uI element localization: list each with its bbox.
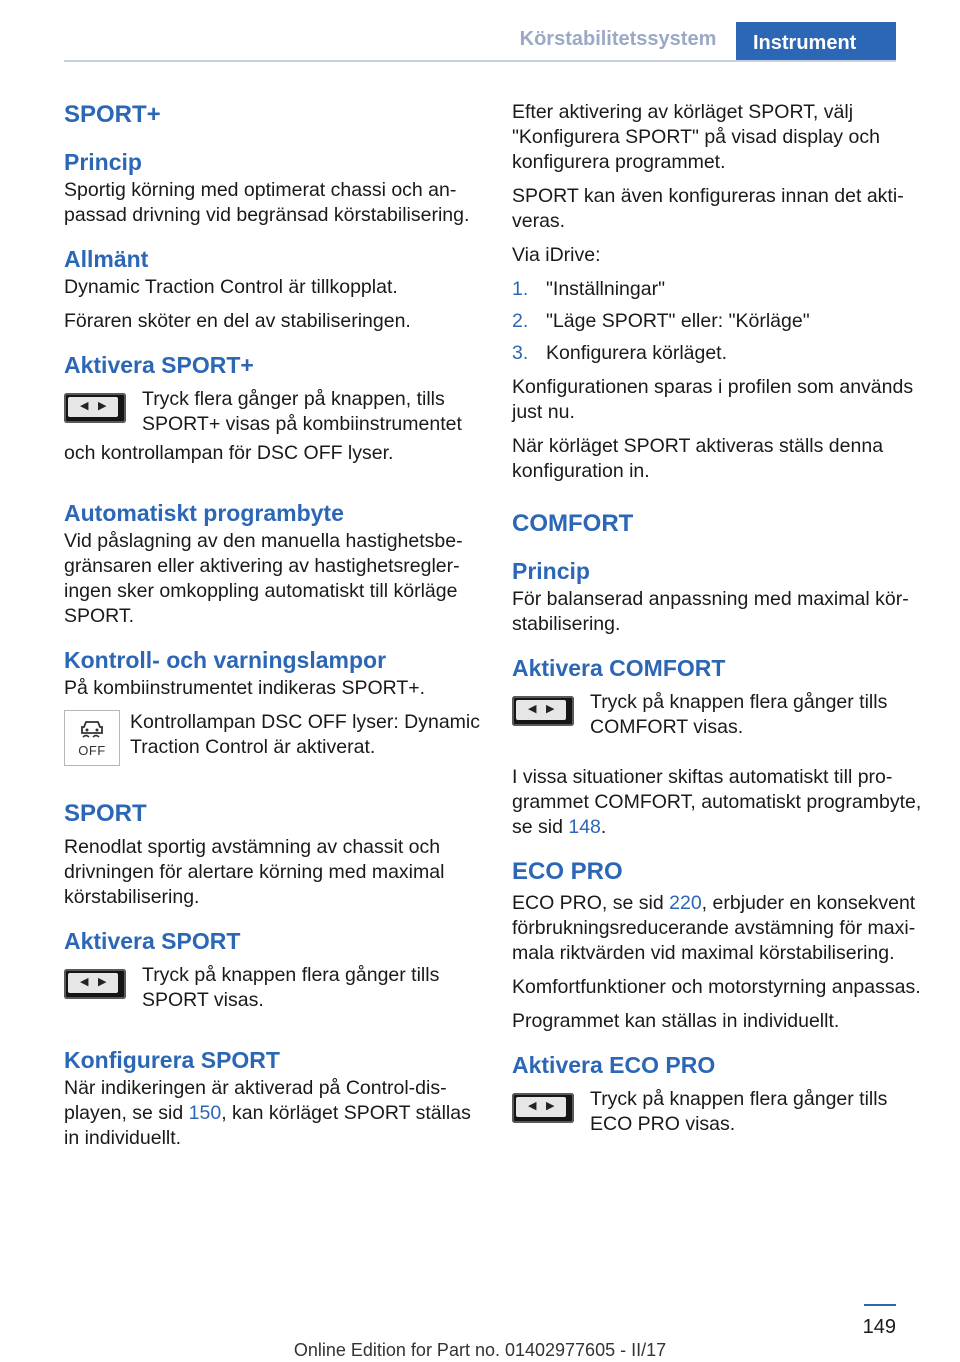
heading-aktivera-comfort: Aktivera COMFORT [512,655,726,681]
left-column [64,100,484,1160]
heading-allmant: Allmänt [64,246,149,272]
section-title-sport-plus: SPORT+ [64,101,161,128]
kontroll-text: På kombiinstrumentet indikeras SPORT+. [64,677,426,699]
page-link-220[interactable]: 220 [669,892,702,914]
page-link-148[interactable]: 148 [568,816,601,838]
aktivera-eco-pro-text: Tryck på knappen flera gånger tills ECO PRO visas. [590,1088,888,1135]
list-item: 1. "Inställningar" [512,278,665,300]
eco-pro-individual-text: Programmet kan ställas in individuellt. [512,1010,840,1032]
konfigurera-before-text: SPORT kan även konfigureras innan det aktiveras. [512,185,904,232]
header-chapter-tab: Instrument [736,22,896,62]
heading-konfigurera-sport: Konfigurera SPORT [64,1047,280,1073]
aktivera-sport-text: Tryck på knappen flera gånger tills SPORT visas. [142,964,440,1011]
allmant-text-2: Föraren sköter en del av stabiliseringen. [64,310,411,332]
eco-pro-text: ECO PRO, se sid 220, erbjuder en konsekvent förbrukningsreducerande avstämning för maximala riktvärden vid maximal körstabilisering. [512,892,916,964]
comfort-auto-text: I vissa situationer skiftas automatiskt till programmet COMFORT, automatiskt programbyte, se sid 148. [512,766,922,838]
princip-text: Sportig körning med optimerat chassi och anpassad drivning vid begränsad körstabilisering. [64,179,470,226]
aktivera-sport-plus-text: Tryck flera gånger på knappen, tills SPORT+ visas på kombiinstrumentet [142,388,462,435]
section-title-sport: SPORT [64,800,147,827]
instruction-aktivera-eco-pro [512,1087,930,1137]
right-column [512,100,930,1146]
section-title-comfort: COMFORT [512,510,634,537]
heading-aktivera-sport-plus: Aktivera SPORT+ [64,352,254,378]
aktivera-comfort-text: Tryck på knappen flera gånger tills COMFORT visas. [590,691,888,738]
edition-footer: Online Edition for Part no. 01402977605 - II/17 [293,1340,667,1360]
driving-mode-button-icon: ◀ ▶ [512,696,574,726]
indicator-dsc-off [64,710,484,766]
comfort-princip-text: För balanserad anpassning med maximal körstabilisering. [512,588,909,635]
konfigurera-intro-text: Efter aktivering av körläget SPORT, välj "Konfigurera SPORT" på visad display och konfigurera programmet. [512,101,880,173]
heading-automatiskt-programbyte: Automatiskt programbyte [64,500,344,526]
page-link-150[interactable]: 150 [188,1102,222,1124]
header-section-title: Körstabilitetssystem [519,28,717,50]
header-divider [64,60,896,62]
eco-pro-comfort-text: Komfortfunktioner och motorstyrning anpassas. [512,976,921,998]
driving-mode-button-icon: ◀ ▶ [64,393,126,423]
konfigurera-sport-text: När indikeringen är aktiverad på Control-displayen, se sid 150, kan körläget SPORT ställas in individuellt. [64,1077,471,1149]
instruction-aktivera-sport-plus [64,387,484,437]
page-number: 149 [862,1316,896,1338]
list-item: 2. "Läge SPORT" eller: "Körläge" [512,310,810,332]
automatiskt-programbyte-text: Vid påslagning av den manuella hastighetsbegränsaren eller aktivering av hastighetsregleringen sker omkoppling automatiskt till körläge SPORT. [64,530,463,627]
instruction-aktivera-comfort [512,690,930,740]
dsc-off-text: Kontrollampan DSC OFF lyser: Dynamic Traction Control är aktiverat. [130,711,481,758]
aktivera-sport-plus-continued: och kontrollampan för DSC OFF lyser. [64,442,394,464]
list-item: 3. Konfigurera körläget. [512,342,728,364]
via-idrive-text: Via iDrive: [512,244,601,266]
activation-config-text: När körläget SPORT aktiveras ställs denna konfiguration in. [512,435,884,482]
dsc-off-label: OFF [78,743,106,758]
section-title-eco-pro: ECO PRO [512,858,623,885]
footer-divider [864,1304,896,1306]
driving-mode-button-icon: ◀ ▶ [512,1093,574,1123]
instruction-aktivera-sport [64,963,484,1013]
allmant-text-1: Dynamic Traction Control är tillkopplat. [64,276,398,298]
dsc-off-icon [64,710,120,766]
driving-mode-button-icon: ◀ ▶ [64,969,126,999]
idrive-steps-list [512,277,930,366]
profile-text: Konfigurationen sparas i profilen som används just nu. [512,376,914,423]
heading-comfort-princip: Princip [512,558,590,584]
heading-kontroll-varningslampor: Kontroll- och varningslampor [64,647,387,673]
heading-aktivera-eco-pro: Aktivera ECO PRO [512,1052,716,1078]
heading-aktivera-sport: Aktivera SPORT [64,928,241,954]
heading-princip: Princip [64,149,142,175]
sport-text: Renodlat sportig avstämning av chassit och drivningen för alertare körning med maximal körstabilisering. [64,836,445,908]
